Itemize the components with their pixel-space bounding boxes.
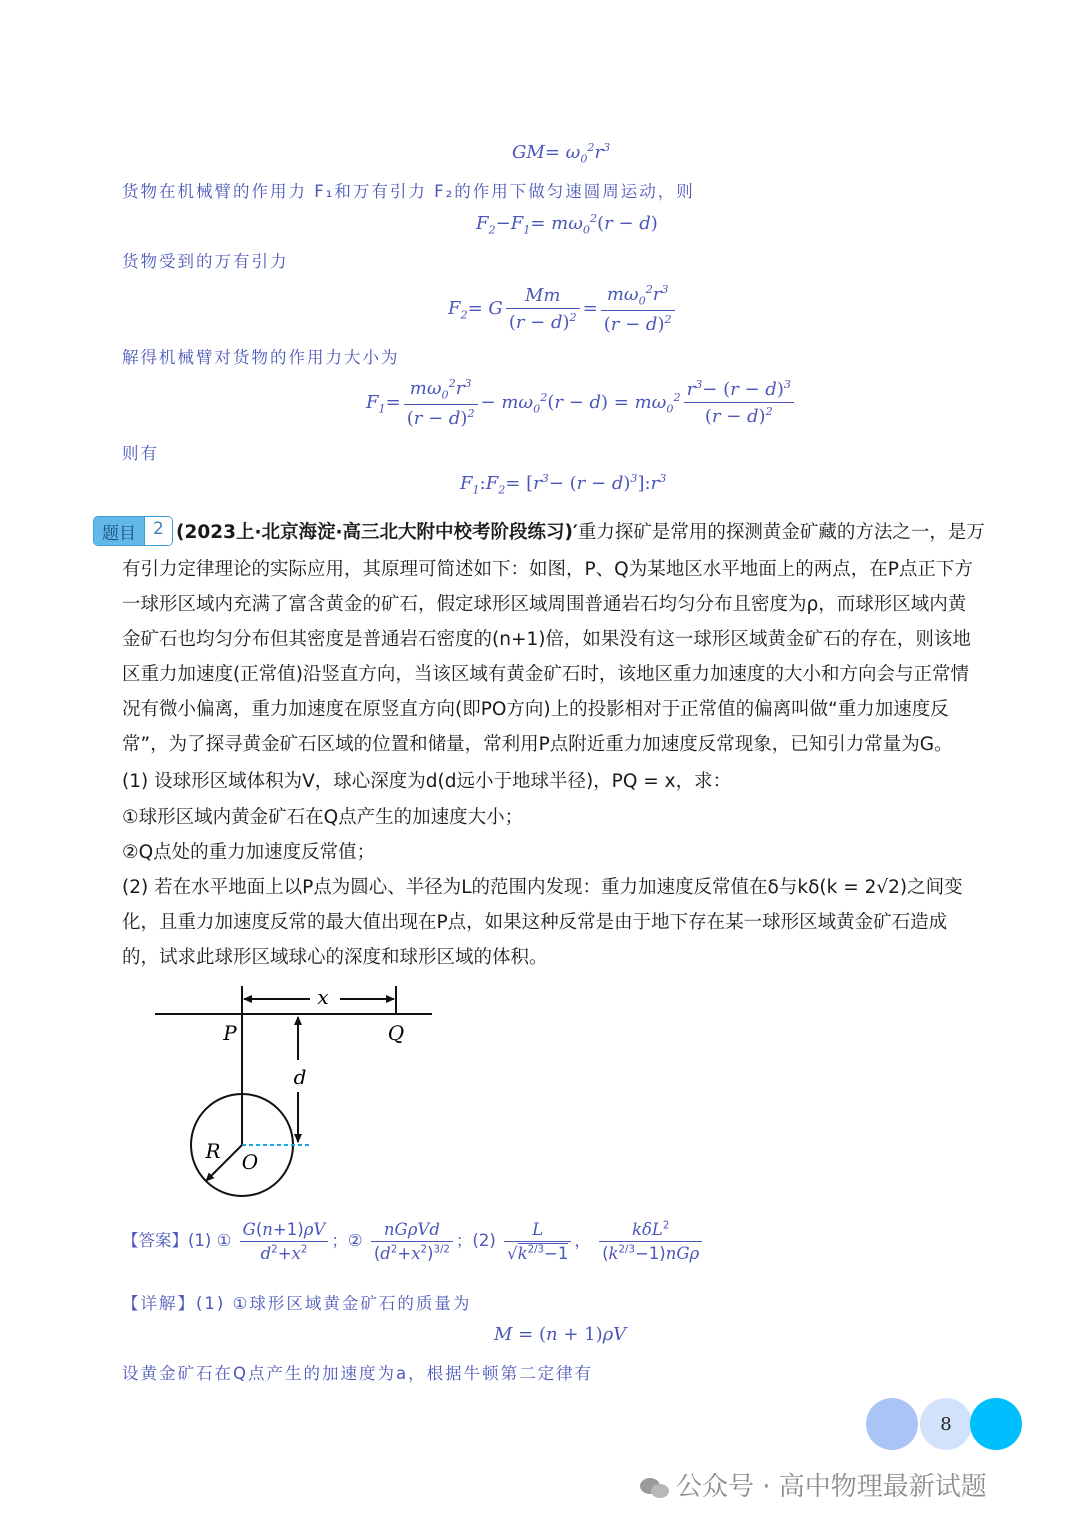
label-q: Q <box>387 1021 405 1045</box>
wechat-icon <box>640 1476 670 1500</box>
page-bubble-middle <box>920 1398 972 1450</box>
question-1a: ①球形区域内黄金矿石在Q点产生的加速度大小； <box>122 807 524 828</box>
watermark-text: 公众号 · 高中物理最新试题 <box>676 1472 987 1502</box>
label-p: P <box>223 1021 237 1045</box>
detail-line: 设黄金矿石在Q点产生的加速度为a，根据牛顿第二定律有 <box>122 1364 594 1383</box>
detail-line <box>122 1290 471 1314</box>
solution-line: 则有 <box>122 444 159 463</box>
solution-line: 解得机械臂对货物的作用力大小为 <box>122 348 400 367</box>
problem-text-line: 一球形区域内充满了富含黄金的矿石，假定球形区域周围普通岩石均匀分布且密度为ρ，而球形区域内黄 <box>122 594 967 615</box>
question-2-line: 化，且重力加速度反常的最大值出现在P点，如果这种反常是由于地下存在某一球形区域黄金矿石造成 <box>122 912 948 933</box>
problem-first-line <box>176 518 985 544</box>
detail-label: 【详解】 <box>122 1294 196 1313</box>
problem-figure <box>140 980 450 1210</box>
problem-tag <box>93 516 173 546</box>
page-number: 8 <box>940 1413 952 1435</box>
problem-text-line: 重力探矿是常用的探测黄金矿藏的方法之一，是万 <box>577 522 985 543</box>
problem-tag-label: 题目 <box>94 517 144 545</box>
label-x: x <box>317 985 329 1009</box>
question-1: (1) 设球形区域体积为V，球心深度为d(d远小于地球半径)，PQ = x，求： <box>122 771 732 792</box>
page-bubble-left <box>866 1398 918 1450</box>
problem-tag-number: 2 <box>144 517 172 545</box>
question-2-line: 的，试求此球形区域球心的深度和球形区域的体积。 <box>122 947 548 968</box>
problem-text-line: 有引力定律理论的实际应用，其原理可简述如下：如图，P、Q为某地区水平地面上的两点，在P点正下方 <box>122 559 973 580</box>
answer-line: 【答案】(1) ① $\frac{G(n+1)\rho V}{d^2+x^2}$ ；② $\frac{\text{nGρVd}}{(d^2+x^2)^{3/2}}$ ；(2) $\frac{L}{√k^{2/3}-1}$ ， $\frac{k\delta L^2}{(k^{2/3}-1)nG\rho}$ <box>122 1220 705 1263</box>
label-d: d <box>293 1065 307 1089</box>
equation-arm-force: $F_1=$ $\frac{m\omega_0^2r^3}{(r - d)^2}$ − $m\omega_0^2(r - d) = m\omega_0^2$ $\frac{r^3- (r - d)^3}{(r - d)^2}$ <box>366 377 797 429</box>
label-r: R <box>205 1139 221 1163</box>
question-1b: ②Q点处的重力加速度反常值； <box>122 842 376 863</box>
page-bubble-right <box>970 1398 1022 1450</box>
problem-text-line: 况有微小偏离，重力加速度在原竖直方向(即PO方向)上的投影相对于正常值的偏离叫做“重力加速度反 <box>122 699 949 720</box>
detail-text: (1) ①球形区域黄金矿石的质量为 <box>196 1294 472 1313</box>
watermark <box>640 1466 987 1503</box>
problem-text-line: 金矿石也均匀分布但其密度是普通岩石密度的(n+1)倍，如果没有这一球形区域黄金矿石的存在，则该地 <box>122 629 971 650</box>
equation-mass: M = (n + 1)ρV <box>494 1324 627 1345</box>
solution-line: 货物在机械臂的作用力 F₁和万有引力 F₂的作用下做匀速圆周运动，则 <box>122 182 695 201</box>
equation-force-difference: $F_2-F_1= m\omega_0^2(r - d)$ <box>476 212 658 237</box>
equation-gm: $GM= \omega_0^2r^3$ <box>512 141 611 166</box>
answer-label: 【答案】 <box>122 1231 188 1250</box>
problem-text-line: 常”，为了探寻黄金矿石区域的位置和储量，常利用P点附近重力加速度反常现象，已知引力常量为G。 <box>122 734 953 755</box>
label-o: O <box>241 1150 259 1174</box>
equation-gravity: $F_2= G$ $\frac{Mm}{(r - d)^2}$ = $\frac{m\omega_0^2r^3}{(r - d)^2}$ <box>448 283 678 335</box>
problem-source: (2023上·北京海淀·高三北大附中校考阶段练习)′ <box>176 522 578 543</box>
question-2-line: (2) 若在水平地面上以P点为圆心、半径为L的范围内发现：重力加速度反常值在δ与kδ(k = 2√2)之间变 <box>122 877 963 898</box>
equation-ratio: $F_1:F_2= [r^3- (r$ − $d)^3]:r^3$ <box>460 472 667 497</box>
solution-line: 货物受到的万有引力 <box>122 252 289 271</box>
problem-text-line: 区重力加速度(正常值)沿竖直方向，当该区域有黄金矿石时，该地区重力加速度的大小和方向会与正常情 <box>122 664 969 685</box>
